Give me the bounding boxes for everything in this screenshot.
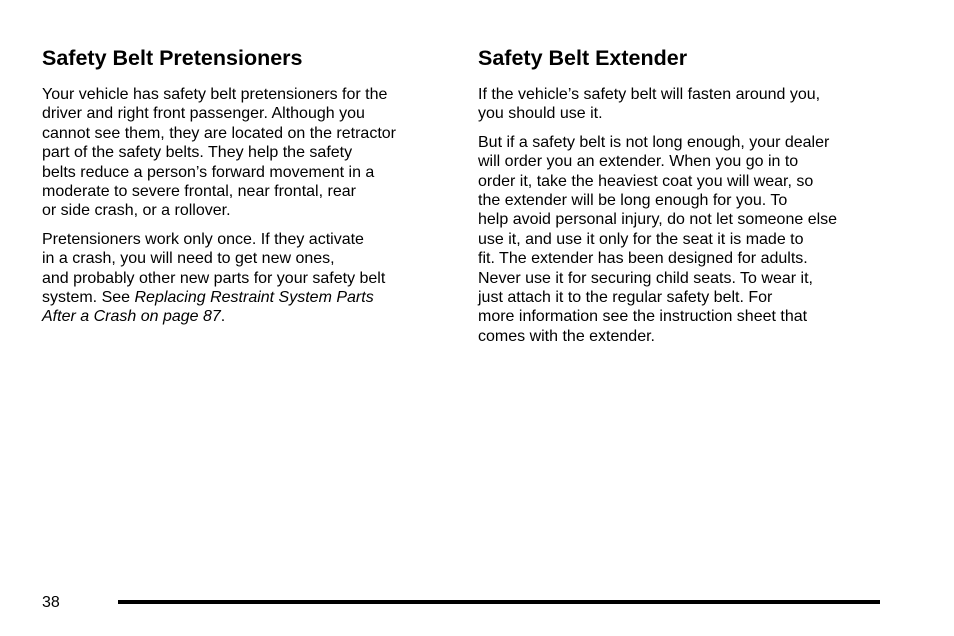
text-line: Pretensioners work only once. If they activate bbox=[42, 230, 364, 248]
text-line: Your vehicle has safety belt pretensioners for the bbox=[42, 86, 388, 103]
text-line: part of the safety belts. They help the safety bbox=[42, 144, 353, 162]
text-line: or side crash, or a rollover. bbox=[42, 202, 231, 220]
text-line: But if a safety belt is not long enough, your dealer bbox=[478, 133, 830, 151]
text-line: and probably other new parts for your safety belt bbox=[42, 269, 386, 287]
text-line: fit. The extender has been designed for adults. bbox=[478, 250, 808, 268]
reference-prefix: system. See bbox=[42, 289, 135, 307]
pretensioners-paragraph-2 bbox=[42, 230, 452, 327]
text-line: moderate to severe frontal, near frontal, rear bbox=[42, 183, 356, 201]
text-line: just attach it to the regular safety belt. For bbox=[478, 289, 773, 307]
text-line: Never use it for securing child seats. To wear it, bbox=[478, 269, 813, 287]
text-line: cannot see them, they are located on the retractor bbox=[42, 124, 396, 142]
text-line: driver and right front passenger. Although you bbox=[42, 105, 365, 123]
page-number: 38 bbox=[42, 594, 60, 611]
footer-rule bbox=[118, 600, 880, 604]
text-line: help avoid personal injury, do not let someone else bbox=[478, 211, 838, 229]
text-line: If the vehicle’s safety belt will fasten around you, bbox=[478, 86, 821, 103]
text-line bbox=[42, 307, 452, 326]
text-line: comes with the extender. bbox=[478, 327, 655, 345]
extender-heading: Safety Belt Extender bbox=[478, 46, 688, 70]
left-column bbox=[42, 44, 452, 336]
right-column bbox=[478, 44, 888, 355]
text-line: you should use it. bbox=[478, 105, 603, 123]
text-line: the extender will be long enough for you. To bbox=[478, 192, 788, 210]
text-line: in a crash, you will need to get new ones, bbox=[42, 250, 335, 268]
pretensioners-heading: Safety Belt Pretensioners bbox=[42, 46, 303, 70]
extender-paragraph-1 bbox=[478, 85, 888, 124]
text-line bbox=[42, 288, 452, 307]
extender-paragraph-2 bbox=[478, 133, 888, 346]
text-line: order it, take the heaviest coat you will wear, so bbox=[478, 172, 814, 190]
text-line: more information see the instruction sheet that bbox=[478, 308, 808, 326]
pretensioners-paragraph-1 bbox=[42, 85, 452, 221]
text-line: belts reduce a person’s forward movement in a bbox=[42, 163, 375, 181]
text-line: will order you an extender. When you go in to bbox=[478, 153, 799, 171]
text-line: use it, and use it only for the seat it is made to bbox=[478, 230, 804, 248]
cross-reference-link-continued[interactable]: After a Crash on page 87 bbox=[42, 308, 221, 326]
reference-suffix: . bbox=[220, 308, 226, 326]
cross-reference-link[interactable]: Replacing Restraint System Parts bbox=[134, 289, 374, 307]
